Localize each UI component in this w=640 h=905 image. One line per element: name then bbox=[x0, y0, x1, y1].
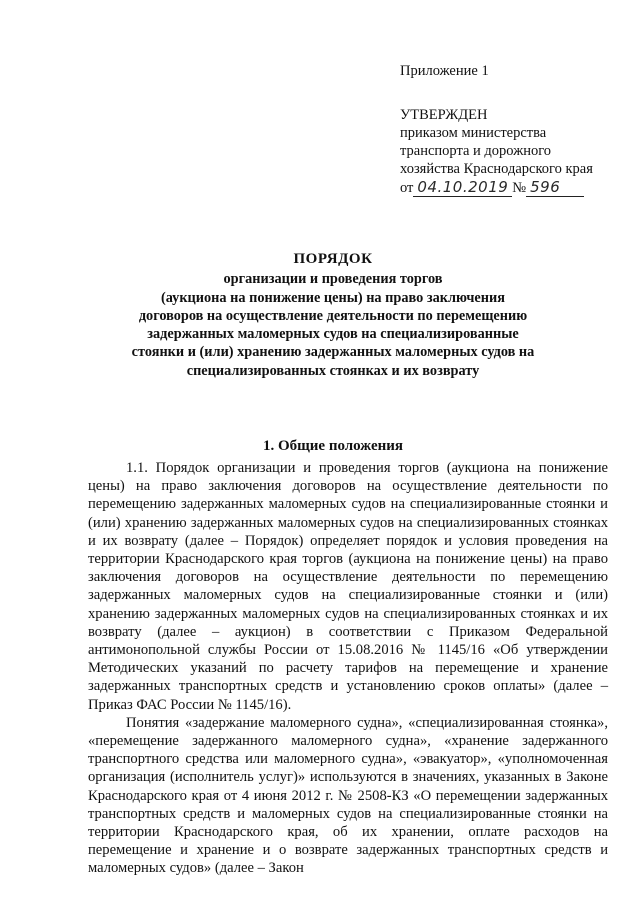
title-line: стоянки и (или) хранению задержанных маломерных судов на bbox=[131, 344, 535, 361]
appendix-label: Приложение 1 bbox=[400, 63, 489, 79]
from-label: от bbox=[400, 180, 414, 196]
number-label: № bbox=[512, 180, 527, 196]
title-line: организации и проведения торгов bbox=[223, 271, 443, 288]
section-title: 1. Общие положения bbox=[262, 438, 404, 454]
handwritten-number: 596 bbox=[526, 178, 584, 197]
title-line: задержанных маломерных судов на специализированные bbox=[147, 326, 519, 343]
handwritten-date: 04.10.2019 bbox=[413, 178, 512, 197]
title-line: специализированных стоянках и их возврату bbox=[186, 362, 480, 379]
body-text bbox=[88, 459, 608, 878]
title-heading: ПОРЯДОК bbox=[293, 251, 373, 267]
approval-date-number-line bbox=[400, 178, 620, 197]
paragraph: 1.1. Порядок организации и проведения торгов (аукциона на понижение цены) на право заключения договоров на осуществление деятельности по перемещению задержанных маломерных судов на специализированные стоянки и (или) хранению задержанных маломерных судов на специализированных стоянках и их возврату (далее – Порядок) определяет порядок и условия проведения на территории Краснодарского края торгов (аукциона на понижение цены) на право заключения договоров на осуществление деятельности по перемещению задержанных маломерных судов на специализированные стоянки и (или) хранению задержанных маломерных судов на специализированных стоянках и их возврату (далее – аукцион) в соответствии с Приказом Федеральной антимонопольной службы России от 15.08.2016 № 1145/16 «Об утверждении Методических указаний по расчету тарифов на перемещение и хранение задержанных транспортных средств и установлению сроков оплаты» (далее – Приказ ФАС России № 1145/16). bbox=[88, 460, 608, 713]
approval-line-2: транспорта и дорожного bbox=[400, 143, 552, 159]
approved-label: УТВЕРЖДЕН bbox=[400, 107, 488, 123]
document-title bbox=[70, 250, 596, 380]
title-line: (аукциона на понижение цены) на право заключения bbox=[160, 289, 505, 306]
approval-line-1: приказом министерства bbox=[400, 125, 547, 141]
title-line: договоров на осуществление деятельности по перемещению bbox=[138, 307, 528, 324]
approval-stamp bbox=[400, 62, 620, 197]
paragraph: Понятия «задержание маломерного судна», «специализированная стоянка», «перемещение задержанного маломерного судна», «хранение задержанного транспортного средства или маломерного судна», «эвакуатор», «уполномоченная организация (исполнитель услуг)» используются в значениях, указанных в Законе Краснодарского края от 4 июня 2012 г. № 2508-КЗ «О перемещении задержанных транспортных средств и маломерных судов на специализированные стоянки на территории Краснодарского края, об их хранении, оплате расходов на перемещение и хранение и о возврате задержанных транспортных средств и маломерных судов» (далее – Закон bbox=[88, 714, 608, 877]
approval-line-3: хозяйства Краснодарского края bbox=[400, 161, 593, 177]
